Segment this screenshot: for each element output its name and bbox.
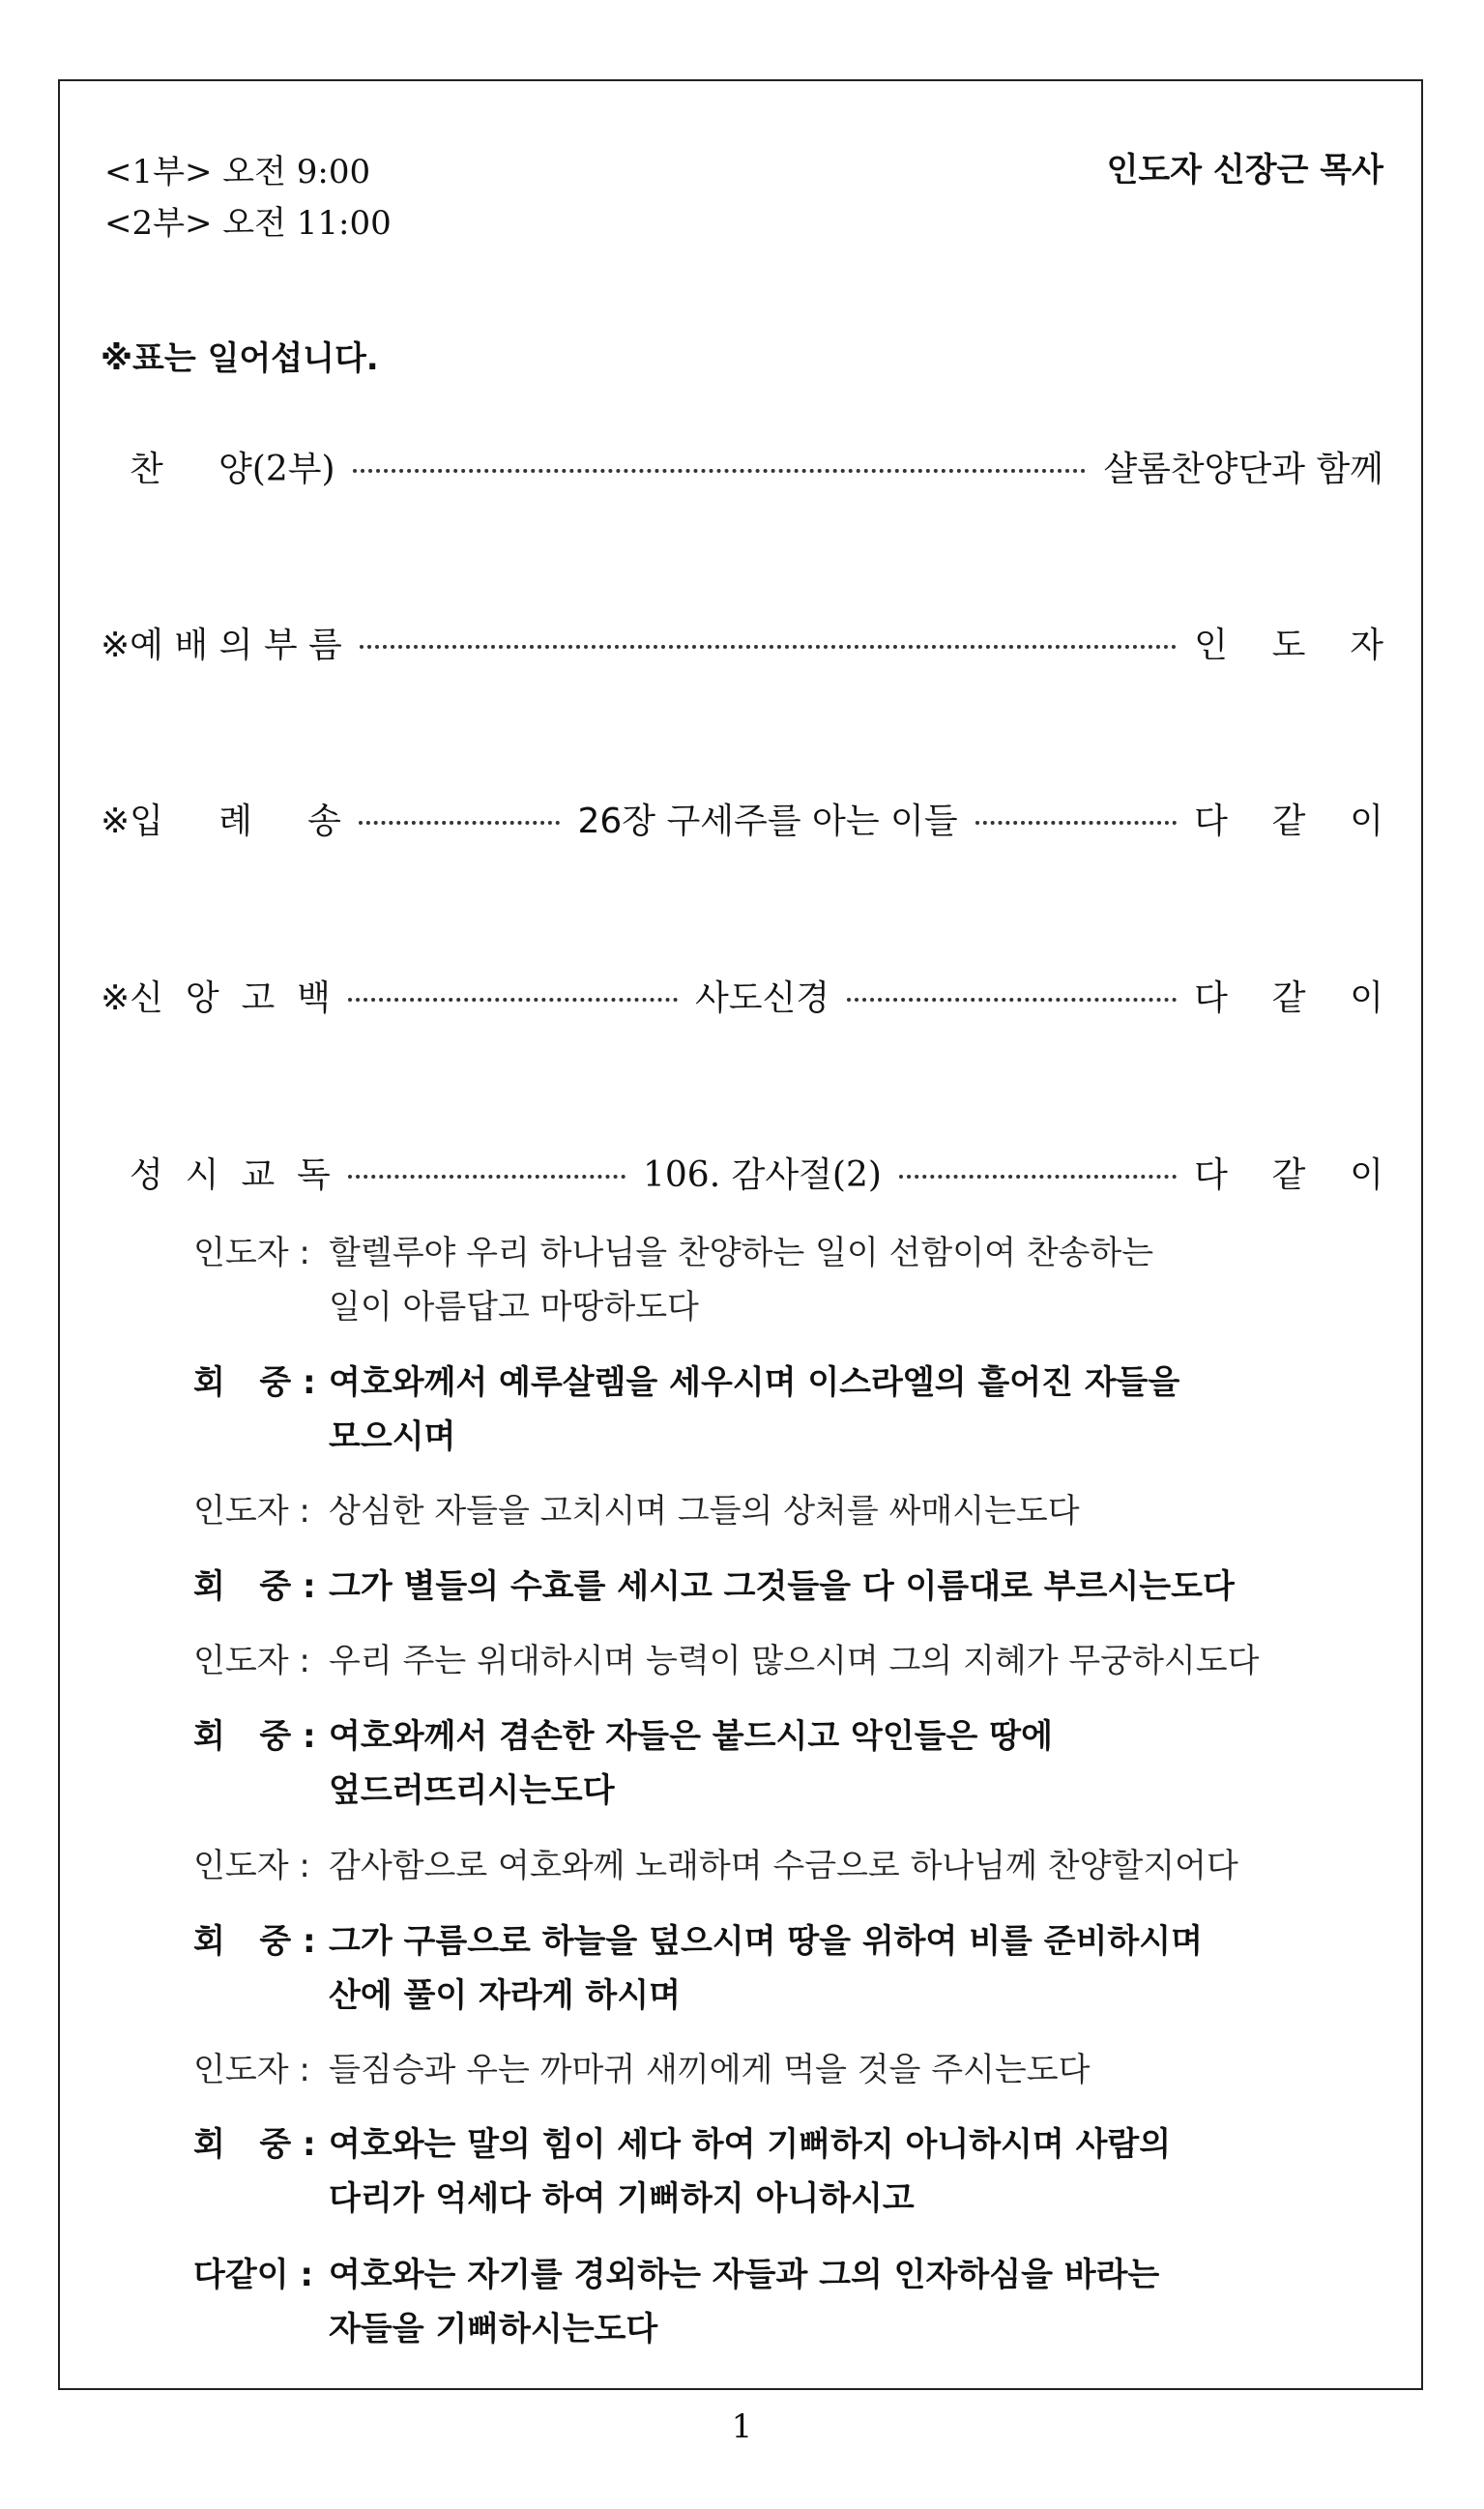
reading-speaker: 회 중 : — [193, 1363, 316, 1402]
reading-verse — [193, 2248, 1334, 2356]
leader-dots — [359, 821, 561, 825]
leader-dots — [353, 469, 1087, 473]
order-performer: 다 같 이 — [1194, 977, 1384, 1018]
leader-dots — [975, 821, 1178, 825]
reading-verse — [193, 1839, 1334, 1893]
reading-text: 여호와께서 겸손한 자들은 붙드시고 악인들은 땅에 엎드러뜨리시는도다 — [329, 1717, 1053, 1810]
reading-verse — [193, 1484, 1334, 1538]
order-performer: 샬롬찬양단과 함께 — [1103, 449, 1383, 489]
reading-speaker: 인도자 : — [193, 1847, 310, 1885]
reading-verse — [193, 1560, 1334, 1614]
leader-dots — [348, 998, 678, 1002]
leader-dots — [360, 645, 1177, 649]
order-performer: 다 같 이 — [1194, 801, 1383, 841]
order-label: ※예 배 의 부 름 — [101, 625, 342, 665]
reading-text: 들짐승과 우는 까마귀 새끼에게 먹을 것을 주시는도다 — [329, 2051, 1091, 2089]
leader-dots — [899, 1175, 1177, 1179]
order-label: 성 시 교 독 — [130, 1154, 331, 1195]
order-label: 찬 양(2부) — [130, 449, 335, 489]
reading-speaker: 인도자 : — [193, 1234, 310, 1272]
order-item-responsive-reading — [101, 1149, 1383, 1195]
order-detail: 사도신경 — [694, 977, 830, 1018]
reading-speaker: 회 중 : — [193, 1567, 316, 1606]
service-time-second: <2부> 오전 11:00 — [104, 204, 392, 243]
reading-speaker: 회 중 : — [193, 1717, 316, 1756]
reading-verse — [193, 1226, 1334, 1334]
order-detail: 106. 감사절(2) — [642, 1154, 882, 1195]
reading-speaker: 회 중 : — [193, 1922, 316, 1961]
reading-text: 그가 별들의 수효를 세시고 그것들을 다 이름대로 부르시는도다 — [329, 1567, 1235, 1606]
reading-text: 여호와께서 예루살렘을 세우시며 이스라엘의 흩어진 자들을 모으시며 — [329, 1363, 1180, 1456]
order-detail: 26장 구세주를 아는 이들 — [577, 801, 958, 841]
reading-text: 우리 주는 위대하시며 능력이 많으시며 그의 지혜가 무궁하시도다 — [329, 1642, 1260, 1680]
reading-text: 여호와는 자기를 경외하는 자들과 그의 인자하심을 바라는 자들을 기뻐하시는도다 — [329, 2256, 1160, 2349]
reading-speaker: 회 중 : — [193, 2125, 316, 2164]
reading-verse — [193, 1709, 1334, 1818]
order-item-praise — [101, 443, 1383, 489]
reading-speaker: 인도자 : — [193, 1492, 310, 1531]
order-item-opening-hymn — [101, 795, 1383, 841]
standing-note: ※표는 일어섭니다. — [101, 339, 379, 378]
reading-speaker: 인도자 : — [193, 1642, 310, 1680]
reading-speaker: 다같이 : — [193, 2256, 313, 2294]
worship-leader: 인도자 신장근 목사 — [1106, 151, 1383, 190]
reading-verse — [193, 2117, 1334, 2226]
order-label: ※신 앙 고 백 — [101, 977, 331, 1018]
reading-text: 감사함으로 여호와께 노래하며 수금으로 하나님께 찬양할지어다 — [329, 1847, 1238, 1885]
reading-verse — [193, 1356, 1334, 1464]
order-label: ※입 례 송 — [101, 801, 341, 841]
reading-text: 여호와는 말의 힘이 세다 하여 기뻐하지 아니하시며 사람의 다리가 억세다 하여 기뻐하지 아니하시고 — [329, 2125, 1172, 2218]
order-item-call-to-worship — [101, 619, 1383, 665]
reading-text: 상심한 자들을 고치시며 그들의 상처를 싸매시는도다 — [329, 1492, 1080, 1531]
order-item-creed — [101, 972, 1383, 1018]
order-performer: 다 같 이 — [1194, 1154, 1383, 1195]
leader-dots — [847, 998, 1177, 1002]
reading-verse — [193, 1914, 1334, 2023]
order-performer: 인 도 자 — [1194, 625, 1383, 665]
page-number: 1 — [731, 2407, 753, 2446]
reading-text: 할렐루야 우리 하나님을 찬양하는 일이 선함이여 찬송하는 일이 아름답고 마땅하도다 — [329, 1234, 1154, 1327]
reading-text: 그가 구름으로 하늘을 덮으시며 땅을 위하여 비를 준비하시며 산에 풀이 자라게 하시며 — [329, 1922, 1203, 2015]
reading-verse — [193, 2043, 1334, 2097]
leader-dots — [348, 1175, 626, 1179]
service-time-first: <1부> 오전 9:00 — [104, 153, 371, 191]
reading-verse — [193, 1634, 1334, 1688]
reading-speaker: 인도자 : — [193, 2051, 310, 2089]
